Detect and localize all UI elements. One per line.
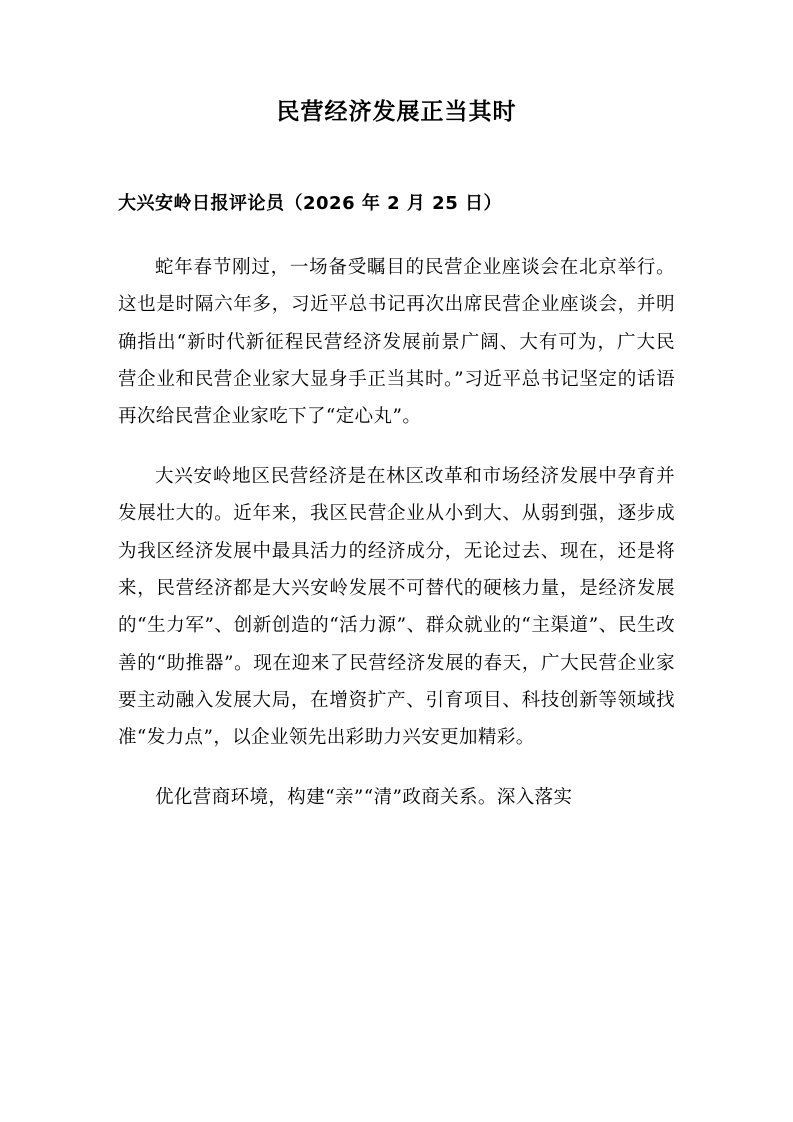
paragraph: 大兴安岭地区民营经济是在林区改革和市场经济发展中孕育并发展壮大的。近年来，我区民营企业从小到大、从弱到强，逐步成为我区经济发展中最具活力的经济成分，无论过去、现在，还是将来，民营经济都是大兴安岭发展不可替代的硬核力量，是经济发展的“生力军”、创新创造的“活力源”、群众就业的“主渠道”、民生改善的“助推器”。现在迎来了民营经济发展的春天，广大民营企业家要主动融入发展大局，在增资扩产、引育项目、科技创新等领域找准“发力点”，以企业领先出彩助力兴安更加精彩。: [118, 465, 675, 749]
page-title: 民营经济发展正当其时: [276, 99, 517, 125]
paragraph: 优化营商环境，构建“亲”“清”政商关系。深入落实: [155, 786, 573, 808]
byline: 大兴安岭日报评论员（2026 年 2 月 25 日）: [118, 193, 503, 215]
document-body: [118, 219, 675, 816]
paragraph: 蛇年春节刚过，一场备受瞩目的民营企业座谈会在北京举行。这也是时隔六年多，习近平总书记再次出席民营企业座谈会，并明确指出“新时代新征程民营经济发展前景广阔、大有可为，广大民营企业和民营企业家大显身手正当其时。”习近平总书记坚定的话语再次给民营企业家吃下了“定心丸”。: [118, 256, 675, 428]
